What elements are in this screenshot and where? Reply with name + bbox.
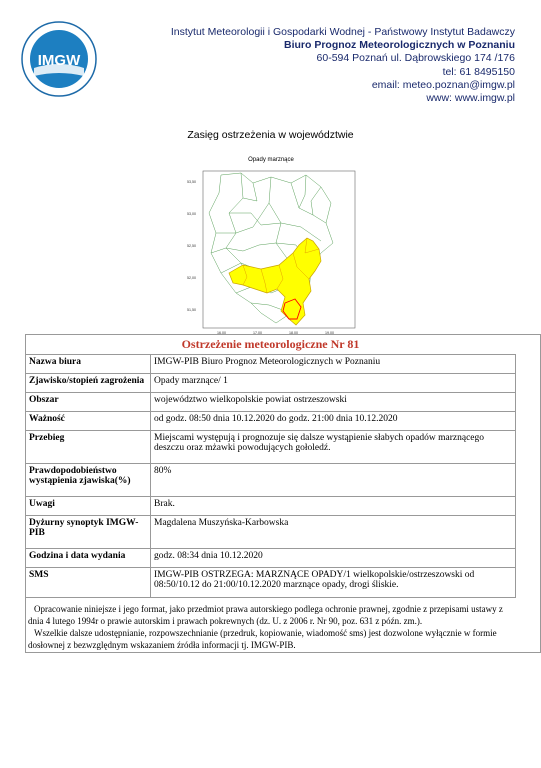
row-value: godz. 08:34 dnia 10.12.2020 (151, 549, 516, 568)
logo-text: IMGW (37, 52, 81, 69)
table-row (26, 497, 516, 516)
office-email[interactable]: email: meteo.poznan@imgw.pl (371, 78, 515, 91)
institution-info (171, 26, 515, 105)
institution-name: Instytut Meteorologii i Gospodarki Wodnej - Państwowy Instytut Badawczy (170, 26, 515, 38)
table-row (26, 516, 516, 549)
row-label: Ważność (26, 412, 151, 431)
imgw-logo (20, 20, 98, 98)
row-value: 80% (151, 464, 516, 497)
document-header (0, 0, 541, 115)
x-tick: 16,00 (217, 331, 226, 335)
table-row (26, 464, 516, 497)
row-label: Obszar (26, 393, 151, 412)
table-row (26, 549, 516, 568)
table-row (26, 355, 516, 374)
y-tick: 52,00 (187, 276, 196, 280)
row-value: od godz. 08:50 dnia 10.12.2020 do godz. 21:00 dnia 10.12.2020 (151, 412, 516, 431)
usage-paragraph: Wszelkie dalsze udostępnianie, rozpowszechnianie (przedruk, kopiowanie, wiadomość sms) jest dozwolone wyłącznie w formie dosłownej z bezwzględnym wskazaniem źródła informacji tj. IMGW-PIB. (28, 628, 497, 650)
table-row (26, 412, 516, 431)
office-phone: tel: 61 8495150 (442, 65, 515, 78)
y-tick: 52,50 (187, 244, 196, 248)
y-tick: 53,50 (187, 180, 196, 184)
row-value: Opady marznące/ 1 (151, 374, 516, 393)
row-value: Brak. (151, 497, 516, 516)
alert-details-table (25, 354, 516, 598)
map-title: Opady marznące (248, 157, 294, 163)
warning-map (181, 153, 361, 336)
office-name: Biuro Prognoz Meteorologicznych w Poznaniu (283, 39, 515, 52)
copyright-notice (28, 603, 512, 651)
table-row (26, 393, 516, 412)
copyright-paragraph: Opracowanie niniejsze i jego format, jako przedmiot prawa autorskiego podlega ochronie prawnej, zgodnie z przepisami ustawy z dnia 4 lutego 1994r o prawie autorskim i prawach pokrewnych (dz. U. z 2006 r. Nr 90, poz. 631 z późn. zm.). (28, 604, 503, 626)
office-website[interactable]: www: www.imgw.pl (426, 92, 515, 105)
row-label: Zjawisko/stopień zagrożenia (26, 374, 151, 393)
row-label: Dyżurny synoptyk IMGW-PIB (26, 516, 151, 549)
row-label: Przebieg (26, 431, 151, 464)
row-value: Magdalena Muszyńska-Karbowska (151, 516, 516, 549)
row-label: Uwagi (26, 497, 151, 516)
table-row (26, 431, 516, 464)
y-tick: 51,50 (187, 308, 196, 312)
row-value: województwo wielkopolskie powiat ostrzeszowski (151, 393, 516, 412)
x-tick: 18,00 (289, 331, 298, 335)
y-tick: 53,00 (187, 212, 196, 216)
office-address: 60-594 Poznań ul. Dąbrowskiego 174 /176 (316, 52, 515, 65)
row-label: Prawdopodobieństwo wystąpienia zjawiska(%) (26, 464, 151, 497)
x-tick: 19,00 (325, 331, 334, 335)
alert-title: Ostrzeżenie meteorologiczne Nr 81 (181, 337, 360, 351)
map-section-title: Zasięg ostrzeżenia w województwie (187, 129, 354, 141)
row-value: Miejscami występują i prognozuje się dalsze wystąpienie słabych opadów marznącego deszczu oraz mżawki powodujących gołoledź. (151, 431, 516, 464)
row-label: Nazwa biura (26, 355, 151, 374)
row-label: Godzina i data wydania (26, 549, 151, 568)
row-label: SMS (26, 568, 151, 598)
row-value: IMGW-PIB Biuro Prognoz Meteorologicznych w Poznaniu (151, 355, 516, 374)
table-row (26, 568, 516, 598)
row-value: IMGW-PIB OSTRZEGA: MARZNĄCE OPADY/1 wielkopolskie/ostrzeszowski od 08:50/10.12 do 21:00/10.12.2020 marznące opady, drogi śliskie. (151, 568, 516, 598)
table-row (26, 374, 516, 393)
map-frame (203, 171, 355, 328)
x-tick: 17,00 (253, 331, 262, 335)
